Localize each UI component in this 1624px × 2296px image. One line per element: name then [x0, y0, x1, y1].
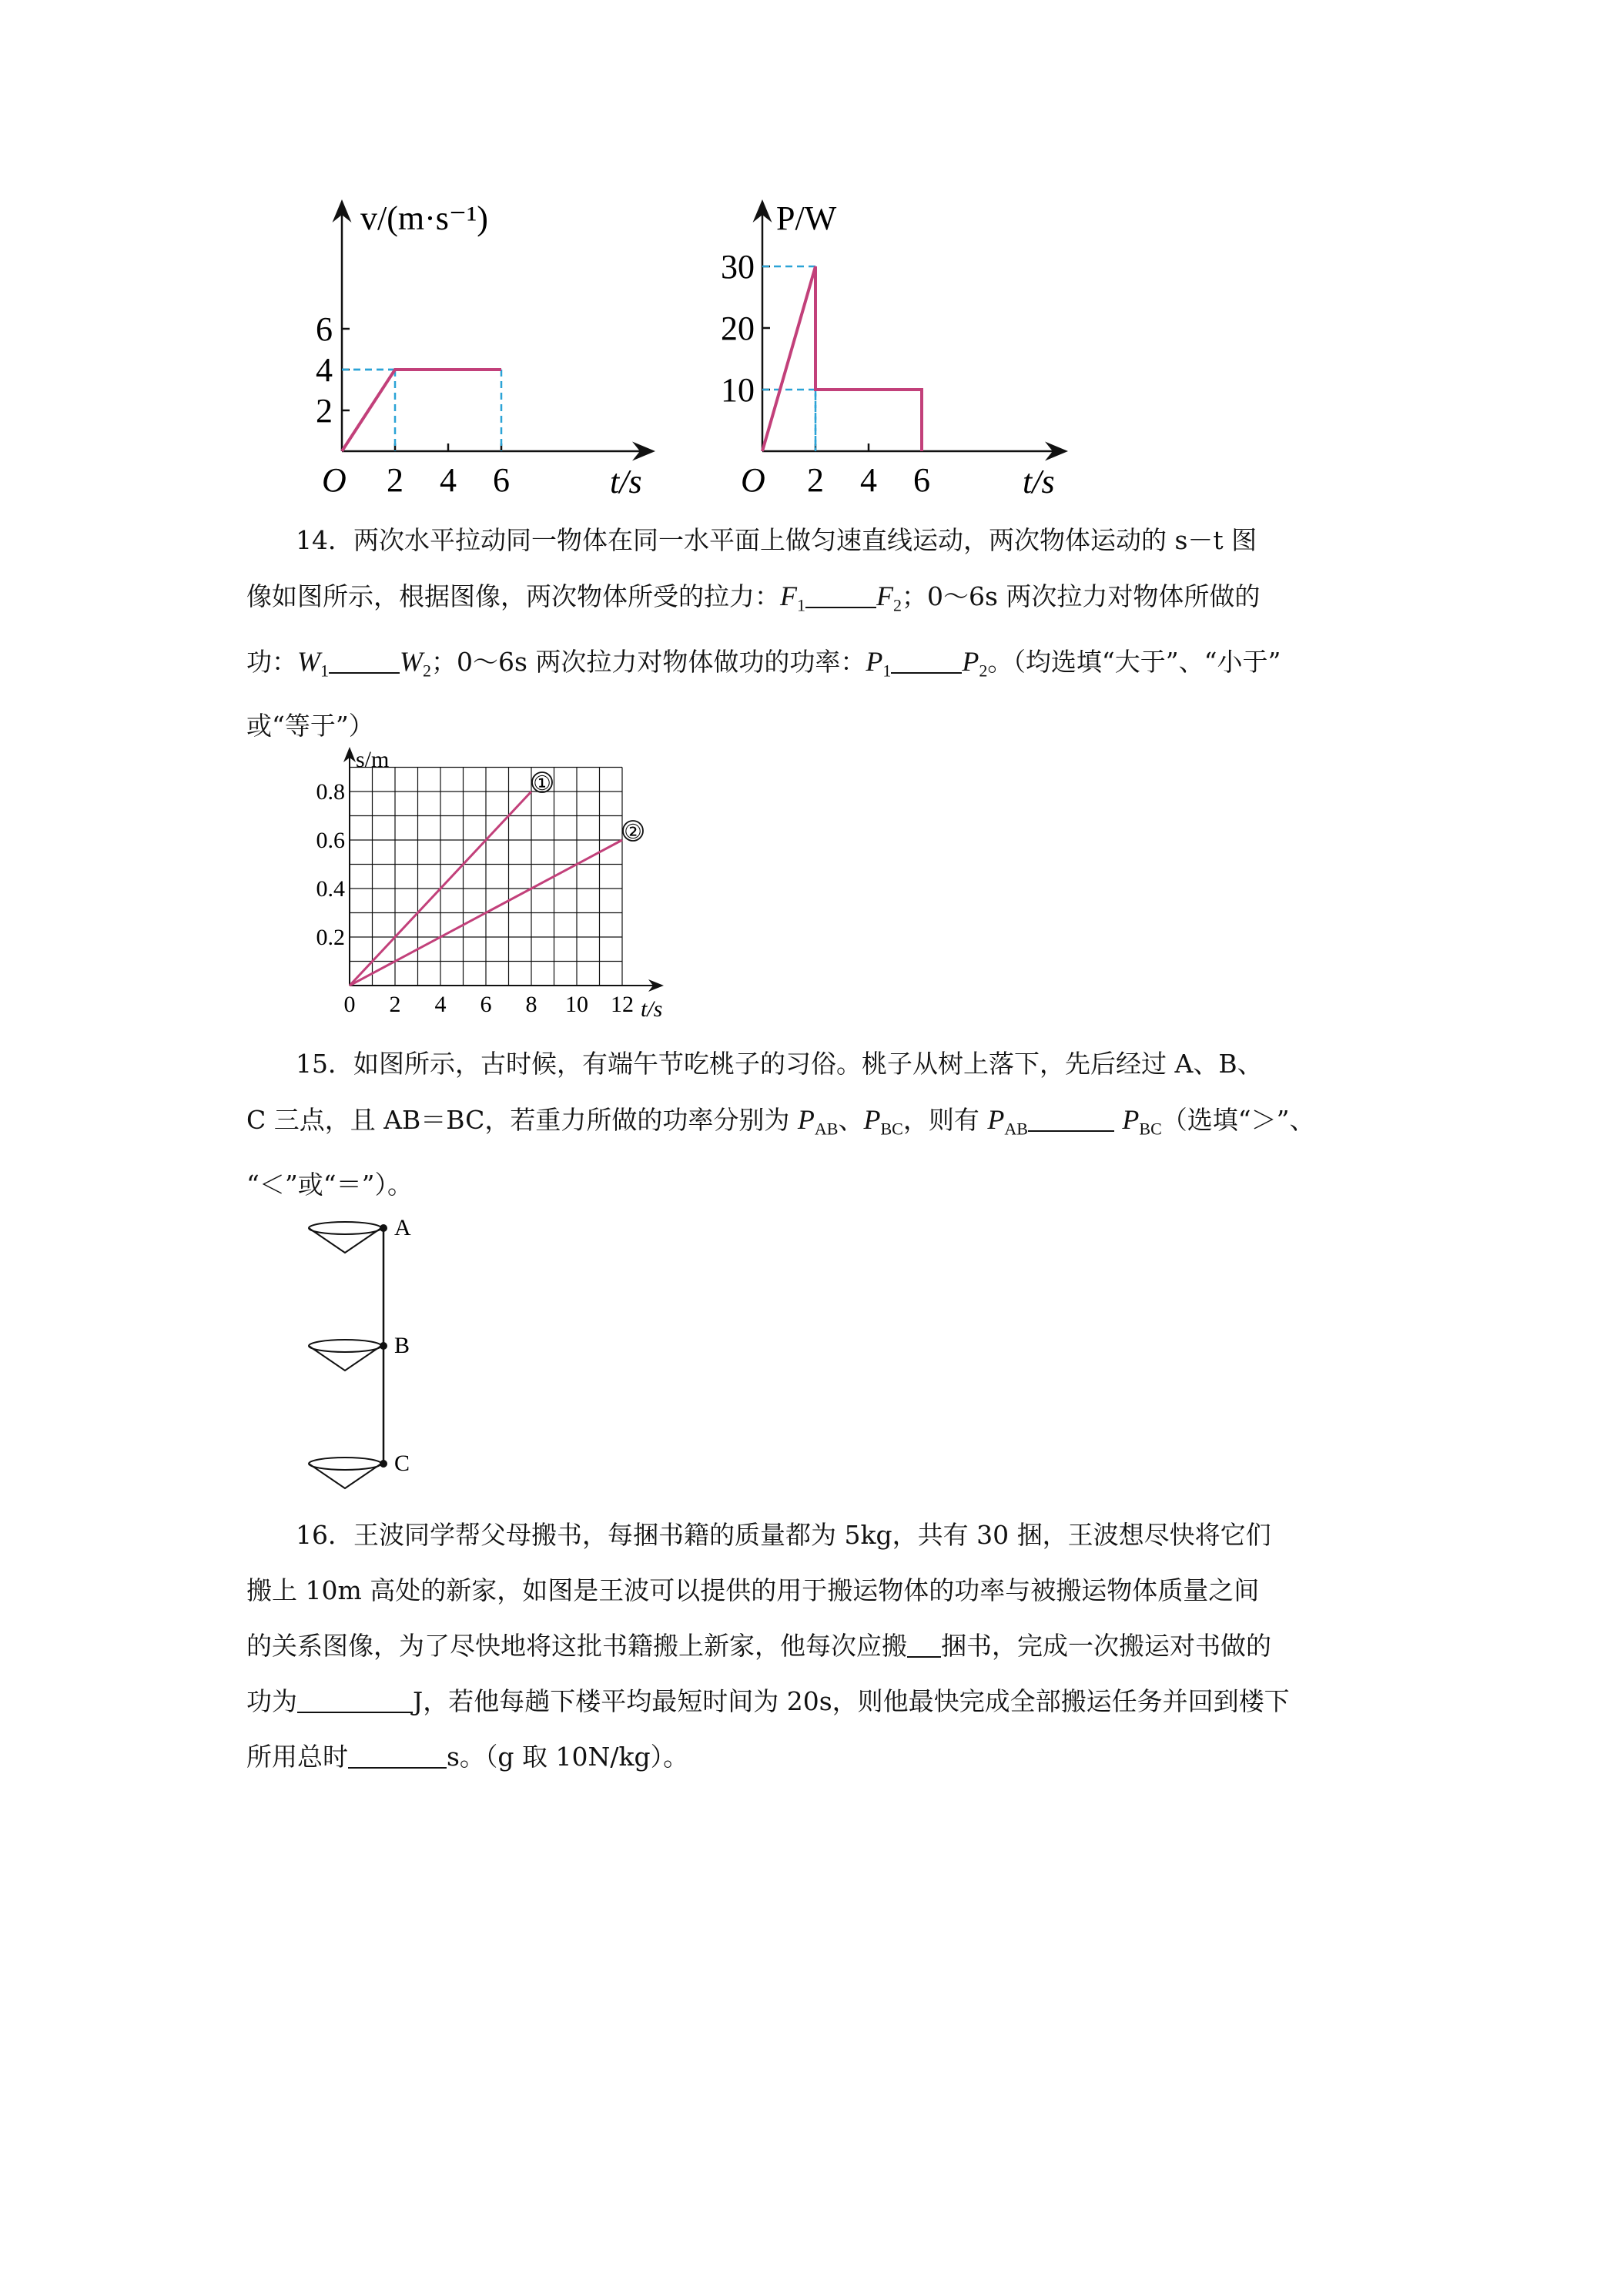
answer-blank-w[interactable] — [329, 649, 400, 674]
x-tick-label: 4 — [434, 992, 447, 1017]
y-tick-label: 0.8 — [316, 779, 345, 805]
point-label: A — [394, 1215, 411, 1240]
origin-label: O — [741, 461, 765, 499]
series-label: ② — [624, 821, 642, 843]
peach-ellipse — [309, 1340, 381, 1352]
question-14 — [246, 513, 1386, 754]
power-time-chart — [701, 192, 1078, 516]
x-tick-label: 4 — [440, 461, 457, 499]
q16-line-2: 搬上 10m 高处的新家，如图是王波可以提供的用于搬运物体的功率与被搬运物体质量之间 — [246, 1575, 1260, 1605]
question-16 — [246, 1508, 1386, 1785]
q16-line-5: 所用总时 s。（g 取 10N/kg）。 — [246, 1742, 689, 1772]
x-axis-label: t/s — [641, 996, 663, 1022]
y-tick-label: 4 — [316, 351, 333, 389]
series-label: ① — [533, 772, 551, 795]
distance-time-chart — [293, 739, 693, 1032]
q15-line-1: 15．如图所示，古时候，有端午节吃桃子的习俗。桃子从树上落下，先后经过 A、B、 — [296, 1049, 1263, 1079]
point-label: C — [394, 1451, 410, 1476]
velocity-time-chart — [308, 192, 662, 516]
q16-line-3: 的关系图像，为了尽快地将这批书籍搬上新家，他每次应搬 捆书，完成一次搬运对书做的 — [246, 1631, 1271, 1661]
answer-blank-p[interactable] — [891, 649, 962, 674]
point-label: B — [394, 1333, 410, 1358]
x-tick-label: 0 — [343, 992, 356, 1017]
answer-blank-bundles[interactable] — [907, 1633, 941, 1658]
peach-ellipse — [309, 1222, 381, 1234]
x-tick-label: 6 — [913, 461, 930, 499]
y-tick-label: 0.2 — [316, 925, 345, 950]
q14-line-1: 14．两次水平拉动同一物体在同一水平面上做匀速直线运动，两次物体运动的 s－t 图 — [296, 525, 1257, 555]
x-tick-label: 6 — [493, 461, 510, 499]
x-tick-label: 10 — [565, 992, 588, 1017]
q15-line-2: C 三点，且 AB＝BC，若重力所做的功率分别为 $P_{AB}$、$P_{BC}$，则有 $P_{AB}$ $P_{BC}$（选填“＞”、 — [246, 1104, 1315, 1139]
y-tick-label: 2 — [316, 392, 333, 430]
q15-line-3: “＜”或“＝”）。 — [246, 1169, 413, 1200]
y-tick-label: 6 — [316, 310, 333, 348]
series-line — [342, 370, 501, 451]
y-axis-label: v/(m·s⁻¹) — [360, 199, 488, 237]
x-tick-label: 2 — [387, 461, 403, 499]
answer-blank-f[interactable] — [805, 584, 876, 608]
y-axis-label: s/m — [356, 747, 390, 772]
answer-blank-time[interactable] — [348, 1744, 447, 1769]
q16-line-4: 功为 J，若他每趟下楼平均最短时间为 20s，则他最快完成全部搬运任务并回到楼下 — [246, 1686, 1290, 1716]
q14-line-4: 或“等于”） — [246, 711, 374, 741]
y-tick-label: 0.4 — [316, 876, 345, 902]
x-tick-label: 6 — [480, 992, 492, 1017]
x-tick-label: 4 — [860, 461, 877, 499]
q14-line-2: 像如图所示，根据图像，两次物体所受的拉力：$F_1$ $F_2$；0～6s 两次拉力对物体所做的 — [246, 581, 1261, 615]
answer-blank-work[interactable] — [297, 1689, 413, 1713]
series-line — [762, 266, 922, 451]
point-dot — [380, 1460, 387, 1468]
question-15 — [246, 1036, 1386, 1213]
peach-ellipse — [309, 1458, 381, 1470]
falling-peach-figure — [300, 1213, 454, 1490]
x-tick-label: 8 — [525, 992, 537, 1017]
y-tick-label: 10 — [721, 371, 755, 409]
x-axis-label: t/s — [1023, 463, 1055, 500]
x-tick-label: 2 — [807, 461, 824, 499]
q14-line-3: 功：$W_1$ $W_2$；0～6s 两次拉力对物体做功的功率：$P_1$ $P_2$。（均选填“大于”、“小于” — [246, 645, 1281, 681]
origin-label: O — [322, 461, 347, 499]
point-dot — [380, 1342, 387, 1350]
x-axis-label: t/s — [610, 463, 642, 500]
x-tick-label: 12 — [611, 992, 634, 1017]
y-axis-label: P/W — [776, 199, 837, 237]
q16-line-1: 16．王波同学帮父母搬书，每捆书籍的质量都为 5kg，共有 30 捆，王波想尽快将它们 — [296, 1520, 1271, 1550]
y-tick-label: 0.6 — [316, 828, 345, 853]
y-tick-label: 30 — [721, 248, 755, 286]
x-tick-label: 2 — [389, 992, 401, 1017]
y-tick-label: 20 — [721, 310, 755, 347]
point-dot — [380, 1224, 387, 1232]
answer-blank-compare[interactable] — [1028, 1107, 1114, 1132]
